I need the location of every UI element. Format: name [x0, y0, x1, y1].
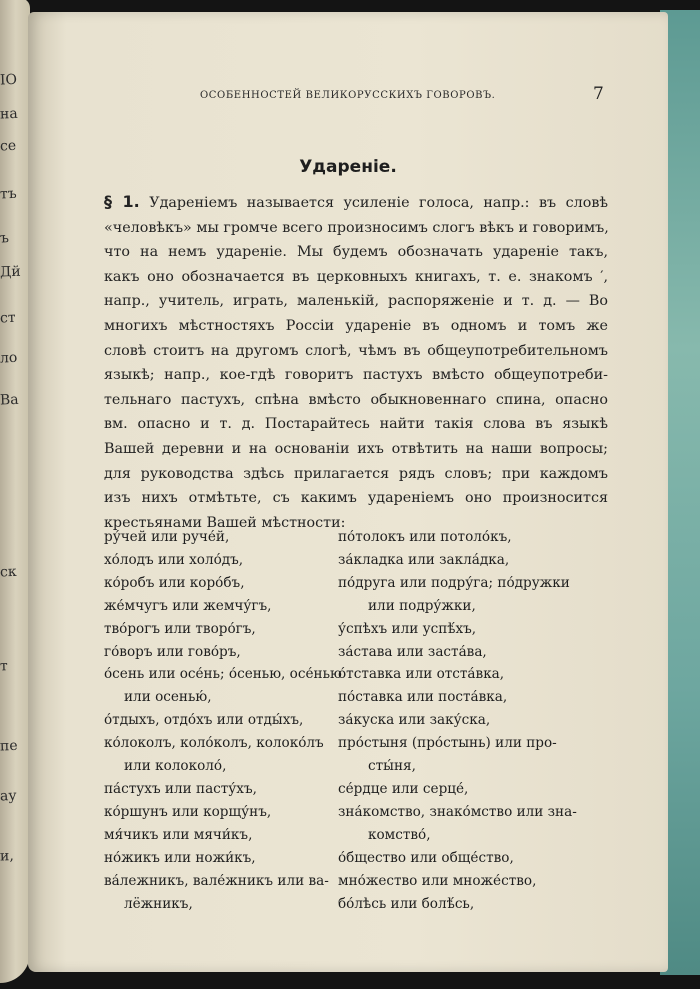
left-page-fragment: и,	[0, 847, 15, 865]
paragraph-line: «человѣкъ» мы громче всего произносимъ слогъ вѣкъ и говоримъ,	[104, 219, 609, 236]
word-list-item: ру́чей или руче́й,	[104, 529, 230, 545]
word-list-item: у́спѣхъ или успѣ́хъ,	[338, 620, 477, 637]
left-page-fragment: т	[0, 658, 9, 675]
word-list-right	[338, 526, 600, 915]
word-list-item: о́тдыхъ, отдо́хъ или отды́хъ,	[104, 712, 304, 729]
left-page-fragment: ст	[0, 309, 16, 327]
word-list-item: ва́лежникъ, вале́жникъ или ва-	[104, 872, 329, 889]
paragraph-line: вм. опасно и т. д. Постарайтесь найти такія слова въ языкѣ	[104, 416, 608, 433]
left-page-fragment: ау	[0, 787, 17, 805]
page-number: 7	[593, 84, 604, 104]
word-list-item: се́рдце или серце́,	[338, 780, 469, 797]
paragraph-line: многихъ мѣстностяхъ Россіи удареніе въ одномъ и томъ же	[104, 317, 608, 334]
paragraph-line: изъ нихъ отмѣтьте, съ какимъ удареніемъ оно произносится	[104, 490, 608, 507]
paragraph-first-line	[104, 190, 608, 216]
left-page-fragment: тъ	[0, 185, 17, 203]
paragraph-line: напр., учитель, играть, маленькій, распоряженіе и т. д. — Во	[104, 293, 608, 310]
word-list-item: по́друга или подру́га; по́дружки	[338, 574, 570, 591]
word-list-item: или осенью́,	[124, 689, 212, 706]
word-list-item: же́мчугъ или жемчу́гъ,	[104, 597, 272, 614]
word-list-item: сты́ня,	[368, 758, 416, 775]
left-page-fragment: ъ	[0, 230, 10, 247]
word-list-item: за́става или заста́ва,	[338, 643, 487, 660]
section-title: Удареніе.	[299, 157, 397, 177]
word-list-item: па́стухъ или пасту́хъ,	[104, 780, 257, 797]
word-list-item: про́стыня (про́стынь) или про-	[338, 735, 557, 752]
left-facing-page-edge	[0, 0, 30, 983]
word-list-item: по́ставка или поста́вка,	[338, 689, 508, 706]
paragraph-line: что на немъ удареніе. Мы будемъ обозначать удареніе такъ,	[104, 244, 608, 261]
word-list-item: бо́лѣсь или болѣ́сь,	[338, 895, 475, 912]
word-list-item: лёжникъ,	[124, 895, 193, 912]
word-list-item: ко́робъ или коро́бъ,	[104, 574, 245, 591]
paragraph-line: тельнаго пастухъ, спѣна вмѣсто обыкновеннаго спина, опасно	[104, 391, 608, 408]
word-list-item: хо́лодъ или холо́дъ,	[104, 551, 244, 568]
paragraph-line: словѣ стоитъ на другомъ слогѣ, чѣмъ въ общеупотребительномъ	[104, 342, 608, 359]
word-list-item: мно́жество или множе́ство,	[338, 872, 537, 889]
running-head: ОСОБЕННОСТЕЙ ВЕЛИКОРУССКИХЪ ГОВОРОВЪ.	[200, 90, 496, 101]
paragraph-line: Удареніемъ называется усиленіе голоса, напр.: въ словѣ	[149, 195, 608, 211]
word-list-item: го́воръ или гово́ръ,	[104, 643, 241, 660]
word-list-item: комство́,	[368, 826, 431, 843]
book-page	[28, 12, 668, 972]
left-page-fragment: Дй	[0, 263, 21, 281]
paragraph-line: Вашей деревни и на основаніи ихъ отвѣтить на наши вопросы;	[104, 440, 608, 457]
left-page-fragment: на	[0, 105, 18, 123]
word-list-item: ко́ршунъ или корщу́нъ,	[104, 803, 272, 820]
paragraph-line: языкѣ; напр., кое-гдѣ говоритъ пастухъ вмѣсто общеупотреби-	[104, 367, 608, 384]
word-list-item: или колоколо́,	[124, 758, 227, 775]
word-list-item: за́куска или заку́ска,	[338, 712, 491, 729]
word-list-item: о́сень или осе́нь; о́сенью, осе́нью	[104, 666, 342, 683]
word-list-item: мя́чикъ или мячи́къ,	[104, 826, 253, 843]
left-page-fragment: ск	[0, 563, 17, 581]
word-list-item: за́кладка или закла́дка,	[338, 551, 510, 568]
left-page-fragment: Ва	[0, 391, 19, 409]
word-list-item: но́жикъ или ножи́къ,	[104, 849, 256, 866]
left-page-fragment: пе	[0, 737, 18, 755]
word-list-item: или подру́жки,	[368, 597, 476, 614]
word-list-item: зна́комство, знако́мство или зна-	[338, 803, 577, 820]
word-list-item: тво́рогъ или творо́гъ,	[104, 620, 256, 637]
left-page-fragment: ІО	[0, 71, 18, 89]
word-list-item: о́тставка или отста́вка,	[338, 666, 505, 683]
paragraph-line: для руководства здѣсь прилагается рядъ словъ; при каждомъ	[104, 465, 608, 482]
word-list-left	[104, 526, 342, 915]
word-list-item: о́бщество или обще́ство,	[338, 849, 514, 866]
paragraph-line: крестьянами Вашей мѣстности:	[104, 514, 346, 531]
left-page-fragment: се	[0, 137, 17, 155]
intro-paragraph	[104, 190, 608, 535]
word-list-item: по́толокъ или потоло́къ,	[338, 529, 512, 545]
word-list-item: ко́локолъ, коло́колъ, колоко́лъ	[104, 735, 324, 752]
left-page-fragment: ло	[0, 349, 18, 367]
paragraph-line: какъ оно обозначается въ церковныхъ книгахъ, т. е. знакомъ ′,	[104, 268, 608, 285]
section-mark: § 1.	[104, 192, 140, 211]
